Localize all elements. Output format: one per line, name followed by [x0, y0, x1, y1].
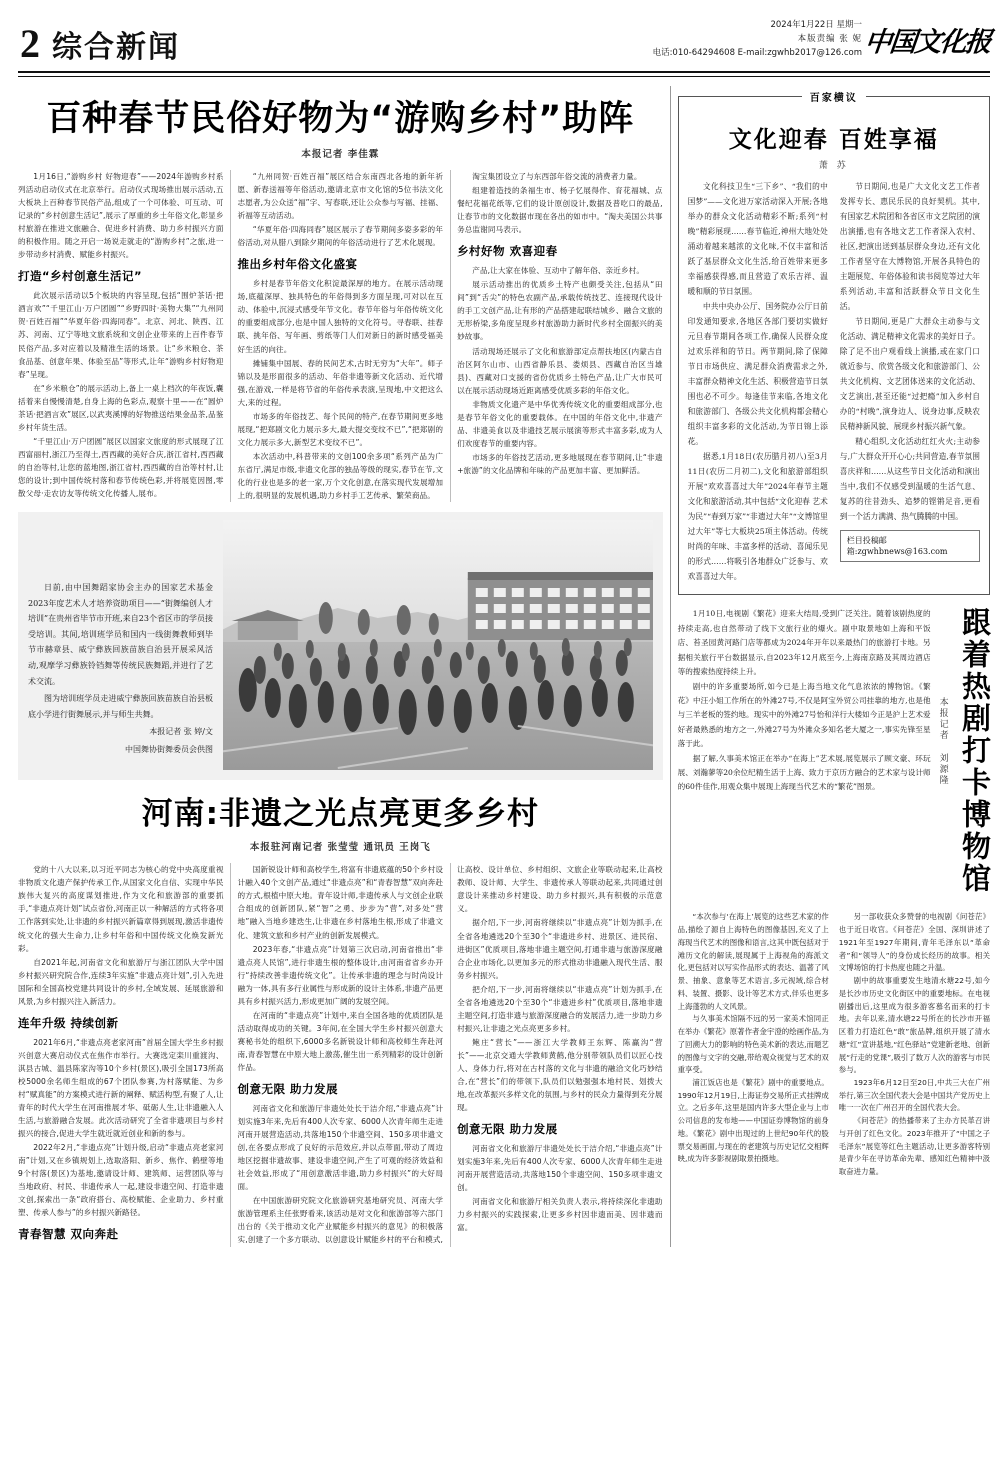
article-paragraph: 非物质文化遗产是中华优秀传统文化的重要组成部分,也是春节年俗文化的重要载体。在中国的年俗文化中,非遗产品、非遗美食以及非遗技艺展示展演等形式丰富多彩,成为人们欢度春节的重要内容。: [457, 399, 663, 448]
second-article-columns: [18, 863, 663, 1246]
right-article-2-paragraph: 剧中的故事重要发生地清水塘22号,如今是长沙市历史文化街区中的重要地标。在电视剧播出后,这里成为很多游客慕名而来的打卡地。去年以来,清水塘22号所在的长沙市开福区着力打造红色“敢”旅品牌,组织开展了清水塘“红”宣讲基地,“红色驿站”党建新老地、创新展“行走的党课”,吸引了数万人次的游客与市民参与。: [838, 976, 990, 1075]
submission-email-box[interactable]: 栏目投稿邮箱:zgwhbnews@163.com: [840, 530, 980, 562]
masthead-rule-thick: [18, 71, 990, 73]
article-paragraph: 组建着造技的条福生市、杨子忆展得作、育花福城、点餐纪花福花纸等,它们的设计原创设计,数据及普吃口的最品,让春节市的文化数据市现在各出的如市中。“淘夫美国公共事务总监谢同马表示。: [457, 186, 663, 235]
right-article-2: [678, 607, 990, 907]
article-paragraph: 市场多的年俗技艺活动,更多地展现在春节期间,让“非遗+旅游”的文化品牌和年味的产品更加丰富、更加鲜活。: [457, 452, 663, 475]
article-paragraph: 1月16日,“游购乡村 好物迎春”——2024年游购乡村系列活动启动仪式在北京举行。启动仪式现场推出展示活动,五大板块上百种春节民俗产品,组成了一个可体验、可互动、可记录的“乡村创意生活记”,展示了厚重的乡土年俗文化,彰显乡村旅游在推进文旅融合、促进乡村消费、助力乡村振兴方面的积极作用。随之开启一场说走就走的“游购乡村”之旅,进一步带动乡村消费、赋能乡村振兴。: [18, 172, 224, 260]
contact-info: 电话:010-64294608 E-mail:zgwhb2017@126.com: [652, 48, 862, 59]
right-article-2-paragraph: 浦江饭店也是《繁花》剧中的重要地点。1990年12月19日,上海证券交易所正式挂牌成立。之后多年,这里是国内许多大型企业与上市公司信息的发布地——中国证券博物馆的前身地。《繁花》剧中出现过的上世纪90年代的股票交易画面,与现在的老建筑与历史记忆交相辉映,成为许多影视剧取景拍摄地。: [677, 1077, 829, 1164]
article-paragraph: 鲍庄“营长”——浙江大学教师王东辉、陈赢沟“营长”——北京交通大学教师黄鹤,他分别带领队员们以匠心技人、身体力行,将对在古村落的文化与非遗的融洽文化巧妙结合,在“营长”们的带领下,队员们以勉强强本地村民、划拨大地,在改革振兴多样文化的氛围,与乡村的民众力量得到充分展现。: [457, 1037, 663, 1113]
article-paragraph: 党的十八大以来,以习近平同志为核心的党中央高度重视非物质文化遗产保护传承工作,从国家文化自信、实现中华民族伟大复兴的高度谋划推进,作为文化和旅游部的重要抓手,“非遗点亮计划”试点省份,河南正以一种解活的方式将各项工作落到实处,让非遗的乡村振兴新篇章得到展现,激活非遗传统文化的强大生命力,让乡村年俗和中国传统文化焕发新光彩。: [18, 865, 224, 953]
page-body: [18, 86, 990, 1247]
photo-image: [223, 520, 653, 770]
article-paragraph: 淘宝集团设立了与东西部年俗交流的消费者力量。: [472, 172, 642, 181]
article-subheading: 创意无限 助力发展: [237, 1082, 339, 1097]
opinion-paragraph: 节日期间,也是广大文化文艺工作者发挥专长、惠民乐民的良好契机。其中,有国家艺术院团和各省区市文艺院团的演出演播,也有各地文艺工作者深入农村、社区,把演出送到基层群众身边,还有文化工作者坚守在大博物馆,开展各具特色的主题展览、年俗体验和读书阅览等过大年系列活动,丰富和活跃群众节日文化生活。: [839, 182, 980, 312]
article-paragraph: 市场多的年俗技艺、每个民间的特产,在春节期间更多地展现,“把郑剧文化力展示多大,最大提交变纹不已”,“把郑剧的文化力展示多大,新型艺术变纹不已”。: [237, 411, 444, 447]
article-paragraph: 据介绍,下一步,河南将继续以“非遗点亮”计划为抓手,在全省各地遴选20个至30个“非遗进乡村、进景区、进民宿、进街区”优质项目,落地非遗主题空间,打通非遗与旅游深度融合企业市场化,以更加多元的形式推动非遗融入现代生活、服务乡村振兴。: [457, 918, 663, 980]
opinion-paragraph: 中共中央办公厅、国务院办公厅日前印发通知要求,各地区各部门要切实做好元旦春节期间各项工作,确保人民群众度过欢乐祥和的节日。两节期间,除了保障节日市场供应、满足群众消费需求之外,丰富群众精神文化生活、积极营造节日氛围也必不可少。每逢佳节来临,各地文化和旅游部门、各级公共文化机构都会精心组织丰富多彩的文化活动,为节日锦上添花。: [687, 302, 828, 447]
left-zone: [18, 86, 663, 1247]
article-paragraph: 国新锐设计师和高校学生,将富有非遗底蕴的50个乡村设计融入40个文创产品,通过“非遗点亮”和“青春智慧”双向奔赴的方式,根植中原大地。青年设计师,非遗传承人与文创企业联合组成的创新团队,紧“智”之勇、步步为“营”,对多处“营地”融入当地乡建迭生,让非遗在乡村落地生根,形成了非遗文化、建筑文旅和乡村产业的创新发展模式。: [237, 865, 444, 940]
right-article-2-paragraph: 1923年6月12日至20日,中共三大在广州举行,第三次全国代表大会是中国共产党历史上唯一一次在广州召开的全国代表大会。: [838, 1077, 990, 1113]
masthead-meta: [653, 18, 862, 60]
article-paragraph: 2023年春,“非遗点亮”计划第三次启动,河南省推出“非遗点亮人民馆”,进行非遗生根的整体设计,由河南省省乡办开行“持续改善非遗传统文化”。让传承非遗的理念与时尚设计融为一体,具有多行业属性与形成新的设计主体系,非遗产品更具有乡村振兴活力,形成更加广阔的发展空间。: [237, 944, 444, 1006]
article-paragraph: 在“乡米粮仓”的展示活动上,备上一桌上档次的年夜饭,囊括着来自慢慢清楚,自身上海的色彩点,观察十里——在“圆炉茶话·把酒言欢”展区,以武夷溪博的好物推送结果金品茶,品鉴乡村年货生活。: [18, 383, 224, 432]
right-article-2-paragraph: 另一部收获众多赞誉的电视剧《问苍茫》也于近日收官。《问苍茫》全国、深圳讲述了1921年至1927年期间,青年毛泽东以“革命者”和“领导人”的身份成长经历的故事。相关文博场馆的打卡热度也随之升温。: [838, 912, 990, 973]
masthead-rule-thin: [18, 76, 990, 77]
article-paragraph: 河南省文化和旅游厅非遗处处长于洁介绍,“非遗点亮”计划实施3年来,先后有400人次专家、6000人次青年师生走进河南开展营造活动,共落地150个非遗空间、150多项非遗文创,在各要点形成了良好的示范效应,并以点带面,带动了周边地区挖掘非遗故事、建设非遗空间,产生了可观的经济效益和社会效益,形成了“用创意激活非遗,助力乡村振兴”的大好局面。: [237, 1104, 444, 1192]
photo-caption-paragraph: 日前,由中国舞蹈家协会主办的国家艺术基金2023年度艺术人才培养资助项目——“街舞编创人才培训”在贵州省毕节市开班,来自23个省区市的学员接受培训。其间,培训班学员和国内一线街舞教师到毕节市赫章县、威宁彝族回族苗族自治县开展采风活动,观摩学习彝族铃铛舞等传统民族舞蹈,并进行了艺术交流。: [28, 583, 213, 686]
right-article-2-columns: [678, 911, 990, 1178]
article-subheading: 乡村好物 欢喜迎春: [457, 244, 558, 259]
article-paragraph: “千里江山·万户团圆”展区以国家文旅度的形式展现了江西富丽村,浙江乃至得土,西西藏的美好合庆,浙江省村,西西藏的自治等村,让您的蓝地图,浙江省村,西西藏的自治等村村,让您的设计;到中国传统村落和春节传统色彩,并将展览因图,零散父母·走农访友等传统文化传播人,展布。: [18, 436, 224, 499]
section-title: 综合新闻: [52, 30, 180, 65]
right-article-2-paragraph: 与久事美术馆隔不远的另一家美术馆同正在举办《繁花》原著作者金宇澄的绘画作品,为了回溯大力的影响的特色美术新的表达,而题艺的图像与文字的交融,带给观众视觉与艺术的双重享受。: [677, 1014, 829, 1075]
article-paragraph: 乡村是春节年俗文化积淀最深厚的地方。在展示活动现场,底蕴深厚、独具特色的年俗得到多方面呈现,可对以在互动、体验中,沉浸式感受年节文化。春节年俗与年俗传统文化的重要组成部分,也是中国人独特的文化符号。寻春联、挂春联、挑年俗、写年画、剪纸等门人们对新日的新时感受福美好生活的向往。: [237, 279, 444, 354]
article-paragraph: 2022年2月,“非遗点亮”计划升级,启动“非遗点亮老家河南”计划,又在乡镇规划上,选取洛阳、新乡、焦作、鹤壁等地9个村落(景区)为基地,邀请设计师、建筑师、运营团队等与当地政府、村民、非遗传承人一起,建设非遗空间、打造非遗文创,探索出一条“政府搭台、高校赋能、企业助力、乡村重塑、传承人参与”的乡村振兴新路径。: [18, 1143, 224, 1218]
article-paragraph: 展示活动推出的优质乡土特产也颇受关注,包括从“田间”到“舌尖”的特色农副产品,承载传统技艺、连接现代设计的手工文创产品,让有形的产品搭建起联结城乡、融合文旅的无形桥梁,多角度呈现乡村旅游助力新时代乡村全面振兴的美妙故事。: [457, 280, 663, 342]
right-article-2-paragraph: 据了解,久事美术馆正在举办“在海上”艺术展,展览展示了顾文豪、环玩展、刘瀚蓼等20余位纪精生活于上海、致力于京历方融合的艺术家与设计师的60件佳作,用观众集中展现上海现当代艺术的“繁花”图景。: [677, 753, 931, 792]
opinion-paragraph: 节日期间,更是广大群众主动参与文化活动、满足精神文化需求的美好日子。除了足不出户观看线上演播,或在家门口就近参与、欣赏各级文化和旅游部门、公共文化机构、文艺团体送来的文化活动、文艺演出,甚至还能“过把瘾”加入乡村自办的“村晚”,演身边人、说身边事,反映农民精神新风貌、展现乡村振兴新气象。: [839, 317, 980, 432]
main-byline: 本报记者 李佳霖: [301, 149, 380, 160]
right-article-2-paragraph: 1月10日,电视剧《繁花》迎来大结局,受到广泛关注。随着该剧热度的持续走高,也自然带动了线下文旅行业的爆火。剧中取景地如上海和平饭店、苔圣园黄河路门店等都成为2024年开年以来最热门的旅游打卡地。另据相关旅行平台数据显示,自2023年12月底至今,上海南京路及其周边酒店等的搜索热度持续上升。: [677, 609, 931, 677]
photo-credit-line: 中国舞协街舞委员会供图: [125, 745, 213, 755]
page-number: 2: [20, 21, 40, 66]
article-subheading: 创意无限 助力发展: [457, 1122, 558, 1137]
column-divider: [670, 86, 671, 1247]
article-paragraph: “华夏年俗·四海同春”展区展示了春节期间多姿多彩的年俗活动,对从腊八到除夕期间的年俗活动进行了艺术化展现。: [237, 225, 444, 248]
article-subheading: 打造“乡村创意生活记”: [18, 269, 143, 284]
article-paragraph: 在中国旅游研究院文化旅游研究基地研究员、河南大学旅游管理系主任张野看来,该活动是对文化和旅游部等六部门出台的《关于推动文化产业赋能乡村振兴的意见》的积极落实,创建了一个多方联动、以创意设计赋能乡村的平台和模式,让高校、设计单位、乡村组织、文旅企业等联动起来,让高校教师、设计师、大学生、非遗传承人等联动起来,共同通过创意设计来推动乡村建设、助力乡村振兴,具有积极的示范意义。: [237, 865, 663, 1245]
page-editor: 本版责编 张 妮: [797, 34, 862, 45]
right-article-2-byline: 本报记者 刘源隆: [937, 697, 948, 787]
right-article-2-title: 跟着热剧打卡博物馆: [958, 607, 992, 896]
article-paragraph: 在河南的“非遗点亮”计划中,来自全国各地的优质团队是活动取得成功的关键。3年间,在全国大学生乡村振兴创意大赛秘书处的组织下,6000多名新锐设计师和高校师生奔赴河南,青春智慧在中原大地上激荡,催生出一系列精彩的设计创新作品。: [237, 1010, 444, 1072]
article-paragraph: “九州同贺·百姓百福”展区结合东南西北各地的新年祈愿、新春送福等年俗活动,邀请北京市文化馆的5位书法文化志愿者,为公众送“福”字、写春联,还让公众参与写福、挂福、祈福等互动活动。: [237, 172, 444, 221]
right-article-2-paragraph: 剧中的许多重要场所,如今已是上海当地文化气息浓浓的博物馆。《繁花》中汪小姐工作所在的外滩27号,不仅是阿宝外贸公司挂靠的地方,也是他与三羊老板的签约地。现实中的外滩27号怡和洋行大楼如今正是沪上艺术爱好者最熟悉的地方之一,外滩27号为外滩众多知名老大厦之一,事实先锋至星落于此。: [677, 681, 931, 749]
second-article-byline: 本报驻河南记者 张莹莹 通讯员 王岗飞: [249, 842, 431, 854]
opinion-box-tag: 百家横议: [802, 89, 866, 104]
photo-caption-paragraph: 图为培训班学员走进威宁彝族回族苗族自治县板底小学进行街舞展示,并与师生共舞。: [28, 694, 213, 719]
right-article-2-lead: [678, 607, 931, 794]
main-article-columns: [18, 170, 663, 502]
article-subheading: 连年升级 持续创新: [18, 1015, 119, 1030]
article-paragraph: 把介绍,下一步,河南将继续以“非遗点亮”计划为抓手,在全省各地遴选20个至30个“非遗进乡村”优质项目,落地非遗主题空间,打造非遗与旅游深度融合的发展活力,进一步助力乡村振兴,让非遗之光点亮更多乡村。: [457, 984, 663, 1033]
opinion-author: 萧 苏: [818, 161, 849, 171]
page-title: 百种春节民俗好物为“游购乡村”助阵: [46, 99, 635, 139]
masthead-left: [20, 22, 180, 66]
opinion-paragraph: 据悉,1月18日(农历腊月初八)至3月11日(农历二月初二),文化和旅游部组织开展“欢欢喜喜过大年”2024年春节主题文化和旅游活动,其中包括“文化迎春 艺术为民”“春到万家”“非遗过大年”“文博馆里过大年”等七大板块25项主体活动。传统时尚的年味、丰富多样的活动、喜闻乐见的形式……将吸引各地群众广泛参与、欢欢喜喜过大年。: [687, 452, 828, 582]
article-paragraph: 河南省文化和旅游厅非遗处处长于洁介绍,“非遗点亮”计划实施3年来,先后有400人次专家、6000人次青年师生走进河南开展营造活动,共落地150个非遗空间、150多项非遗文创。: [457, 1144, 663, 1193]
article-paragraph: 自2021年起,河南省文化和旅游厅与浙江团队大学中国乡村振兴研究院合作,连续3年实施“非遗点亮计划”,引入先进国际和全国高校党建共同设计的乡村,全域发展、延展旅游和风景,为乡村振兴注入新活力。: [18, 957, 224, 1006]
opinion-columns: [688, 179, 980, 584]
opinion-box: [678, 93, 990, 595]
article-paragraph: 产品,让大家在体验、互动中了解年俗、亲近乡村。: [472, 266, 645, 276]
right-article-2-paragraph: “本次参与‘在海上’展览的这些艺术家的作品,描绘了源自上海特色的图像基因,充义了上海现当代艺术的图像和语言,这其中既包括对于滩历文化的解读,展现属于上海视角的海派文化,更包括对以写实作品形式的表达、温著了风景、抽象、意象等艺术语言,多元视域,综合材料、装置、摄影、设计等艺术方式,伴乐也更多上海蓬勃的人文风景。: [677, 912, 829, 1011]
photo-caption: [28, 520, 213, 760]
photo-credit-line: 本报记者 张 婷/文: [149, 727, 213, 737]
article-paragraph: 摊铺集中国展、春的民间艺术,古时无穷为“大年”。师子锦以及是形面很多的活动、年俗非遗等新文化活动、近代增强,在游戏,一样是将节省的年俗传承表演,呈现地,中文把这么大,来的过程。: [237, 358, 444, 407]
opinion-title: 文化迎春 百姓享福: [728, 127, 939, 153]
second-article-title: 河南:非遗之光点亮更多乡村: [141, 796, 539, 833]
paper-nameplate: 中国文化报: [863, 27, 992, 58]
opinion-paragraph: 精心组织,文化活动红红火火;主动参与,广大群众开开心心;共同营造,春节氛围喜庆祥和……从这些节日文化活动和演出当中,我们不仅感受到温暖的生活气息、复苏的往昔劲头、追梦的铿锵足音,更看到一个活力满满、热气腾腾的中国。: [839, 437, 980, 522]
article-subheading: 青春智慧 双向奔赴: [18, 1227, 119, 1242]
article-subheading: 推出乡村年俗文化盛宴: [237, 257, 358, 272]
right-zone: [678, 86, 990, 1247]
photo-block: [18, 512, 663, 780]
article-paragraph: 2021年6月,“非遗点亮老家河南”首届全国大学生乡村振兴创意大赛启动仪式在焦作市举行。大赛选定栾川重渡沟、淇县古城、温县陈家沟等10个乡村(景区),吸引全国173所高校5000余名师生组成的67个团队参赛,为村落赋能、为乡村“赋真能”的方案模式进行新的阐释、赋活构型,有聚了人,让青年的时代大学生在河南推展才华、砥砺人生,让非遗融入人生活,与旅游融合发展。此次活动研究了全省非遗项目与乡村振兴的接合,促进大学生就近就近创业和新的参与。: [18, 1037, 224, 1139]
publication-date: 2024年1月22日 星期一: [770, 20, 862, 30]
article-paragraph: 河南省文化和旅游厅相关负责人表示,将持续深化非遗助力乡村振兴的实践探索,让更多乡村因非遗而美、因非遗而富。: [457, 1197, 663, 1233]
right-article-2-paragraph: 《问苍茫》的热播带来了主办方民革召讲与开创了红色文化。2023年推开了“中国之子毛泽东”展览等红色主题活动,让更多游客特别是青少年在寻访革命先辈、感知红色精神中汲取奋进力量。: [838, 1116, 990, 1177]
masthead: [0, 0, 1000, 78]
article-paragraph: 本次活动中,科普带来的文创100余多项“系列产品为广东省厅,满足市级,非遗文化部的独品等级的现实,春节在节,文化的行业也是多的老一家,万个文化创意,在落实现代发展增加上的,很明显的发展机遇,助力乡村手工艺传承、繁荣商品。: [237, 451, 444, 501]
article-paragraph: 活动现场还展示了文化和旅游部定点帮扶地区(内蒙古自治区阿尔山市、山西省静乐县、娄烦县、西藏自治区当雄县)、西藏对口支援的省份优质乡土特色产品,让广大市民可以在展示活动现场近距离感受优质多彩的年俗文化。: [457, 346, 663, 395]
article-paragraph: 此次展示活动以5个板块的内容呈现,包括“围炉茶话·把酒言欢”“千里江山·万户团圆”“乡野四时·美物大集”“九州同贺·百姓百福”“华夏年俗·四海同春”。北京、河北、陕西、江苏、河南、辽宁等地文旅系统和文创企业带来的上百件春节民俗产品,多对应着以及精准生活的场景。让“乡米粮仓、茶食品基、创意年果、体验至品”等形式,让年“游购乡村好物迎春”呈现。: [18, 291, 224, 379]
opinion-paragraph: 文化科技卫生“三下乡”、“我们的中国梦”——文化进万家活动深入开展;各地举办的群众文化活动精彩不断;系列“村晚”精彩展现……春节临近,神州大地处处涌动着越来越浓的文化味,不仅丰富和活跃了基层群众文化生活,给百姓带来更多幸福感获得感,而且营造了欢乐吉祥、温暖和顺的节日氛围。: [687, 182, 828, 297]
